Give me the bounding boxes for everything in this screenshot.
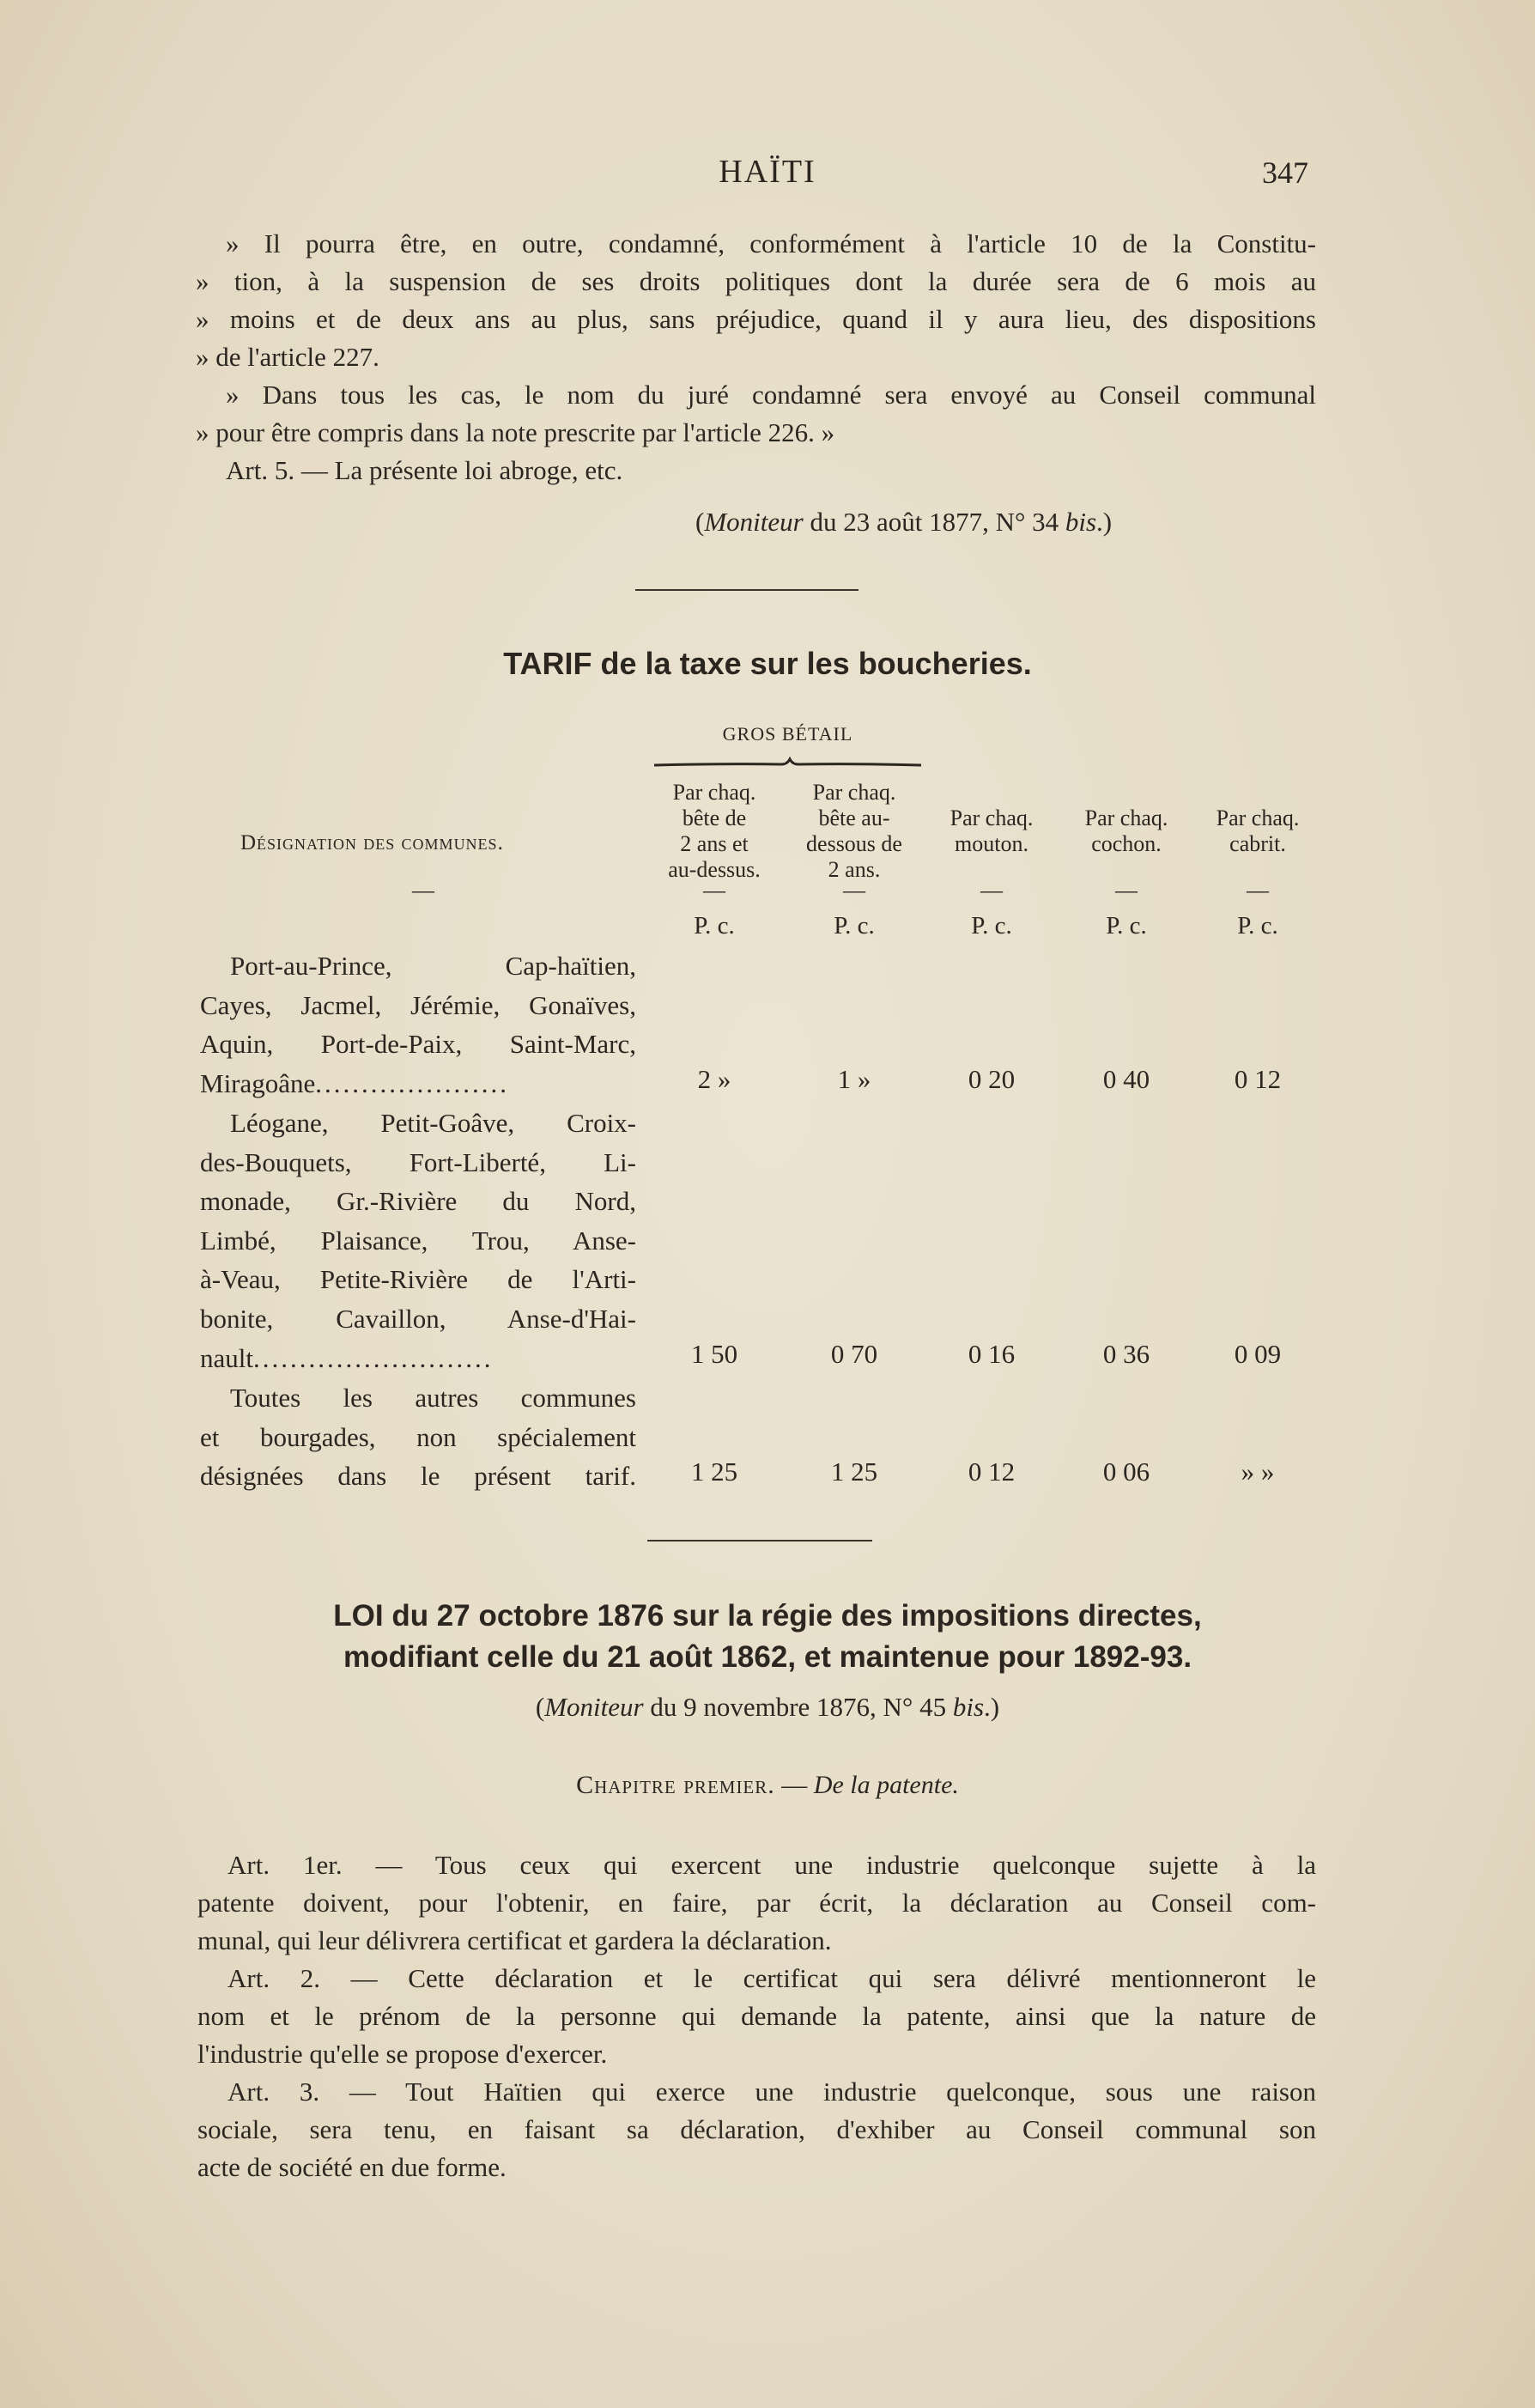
row1-value-1: 2 »: [697, 1064, 731, 1094]
source-suffix: .): [1096, 507, 1113, 537]
col5-line1: Par chaq.: [1216, 806, 1300, 830]
article-line-4: Art. 2. — Cette déclaration et le certificat qui sera délivré mentionneront le: [228, 1963, 1316, 1993]
row1-value-2: 1 »: [837, 1064, 871, 1094]
article-line-1: Art. 1er. — Tous ceux qui exercent une industrie quelconque sujette à la: [228, 1850, 1316, 1880]
col4-dash: —: [1115, 878, 1138, 903]
article-line-9: acte de société en due forme.: [197, 2152, 507, 2182]
column-header-mouton: [927, 806, 1056, 857]
article-line-3: munal, qui leur délivrera certificat et gardera la déclaration.: [197, 1925, 832, 1955]
loi-source-bis: bis: [952, 1692, 985, 1722]
chapter-label: Chapitre premier.: [576, 1771, 775, 1799]
col2-line2: bête au-: [818, 806, 890, 830]
intro-line-2: » tion, à la suspension de ses droits politiques dont la durée sera de 6 mois au: [196, 266, 1316, 296]
row2-value-3: 0 16: [968, 1339, 1016, 1369]
intro-source: [695, 503, 1112, 541]
loi-source: [0, 1688, 1535, 1726]
row3-value-3: 0 12: [968, 1456, 1016, 1487]
column-header-bete-moins-2ans: [786, 780, 923, 883]
col1-dash: —: [703, 878, 725, 903]
article-line-8: sociale, sera tenu, en faisant sa déclaration, d'exhiber au Conseil communal son: [197, 2114, 1316, 2144]
intro-line-1: » Il pourra être, en outre, condamné, conformément à l'article 10 de la Constitu-: [226, 228, 1316, 258]
row1-line2: Cayes, Jacmel, Jérémie, Gonaïves,: [200, 989, 636, 1020]
article-line-5: nom et le prénom de la personne qui demande la patente, ainsi que la nature de: [197, 2001, 1316, 2031]
row3-value-4: 0 06: [1102, 1456, 1150, 1487]
row3-line1: Toutes les autres communes: [230, 1383, 636, 1413]
row1-line3: Aquin, Port-de-Paix, Saint-Marc,: [200, 1029, 636, 1060]
row1-leader: .....................: [315, 1067, 510, 1098]
row2-value-5: 0 09: [1234, 1339, 1282, 1369]
col2-line4: 2 ans.: [828, 857, 881, 882]
col1-line3: 2 ans et: [680, 831, 749, 856]
tarif-title: TARIF de la taxe sur les boucheries.: [503, 646, 1032, 681]
intro-line-6: » pour être compris dans la note prescrite par l'article 226. »: [196, 417, 835, 447]
table-row-2-communes: [200, 1104, 636, 1377]
loi-source-rest: du 9 novembre 1876, N° 45: [643, 1692, 953, 1722]
loi-title-line-1: LOI du 27 octobre 1876 sur la régie des impositions directes,: [333, 1599, 1202, 1633]
row2-line5: à-Veau, Petite-Rivière de l'Arti-: [200, 1264, 636, 1295]
intro-line-4: » de l'article 227.: [196, 342, 379, 372]
communes-dash: —: [412, 878, 434, 903]
col3-unit: P. c.: [971, 912, 1012, 939]
page-number: 347: [1262, 155, 1308, 190]
col4-unit: P. c.: [1106, 912, 1147, 939]
row2-leader: ..........................: [253, 1342, 494, 1373]
row2-line4: Limbé, Plaisance, Trou, Anse-: [200, 1225, 636, 1256]
row2-line7: nault: [200, 1342, 253, 1373]
row3-value-1: 1 25: [690, 1456, 738, 1487]
communes-column-header: Désignation des communes.: [240, 831, 504, 854]
col3-line2: mouton.: [955, 831, 1028, 856]
row2-line1: Léogane, Petit-Goâve, Croix-: [230, 1108, 636, 1138]
col3-line1: Par chaq.: [950, 806, 1034, 830]
chapter-heading: [0, 1771, 1535, 1800]
col2-dash: —: [843, 878, 865, 903]
article-line-7: Art. 3. — Tout Haïtien qui exerce une industrie quelconque, sous une raison: [228, 2077, 1316, 2107]
column-header-cochon: [1062, 806, 1191, 857]
row3-value-2: 1 25: [830, 1456, 878, 1487]
row2-value-2: 0 70: [830, 1339, 878, 1369]
col5-dash: —: [1247, 878, 1269, 903]
row3-line2: et bourgades, non spécialement: [200, 1421, 636, 1452]
source-paren: (: [695, 507, 705, 537]
row1-value-3: 0 20: [968, 1064, 1016, 1094]
article-line-6: l'industrie qu'elle se propose d'exercer.: [197, 2039, 608, 2069]
col5-unit: P. c.: [1237, 912, 1278, 939]
source-journal: Moniteur: [704, 507, 804, 537]
row2-value-1: 1 50: [690, 1339, 738, 1369]
article-line-2: patente doivent, pour l'obtenir, en faire, par écrit, la déclaration au Conseil com-: [197, 1888, 1316, 1918]
column-group-brace: [652, 757, 923, 769]
table-row-3-communes: [200, 1378, 636, 1496]
col1-line1: Par chaq.: [672, 780, 756, 805]
col1-line2: bête de: [682, 806, 747, 830]
loi-title-line-2: modifiant celle du 21 août 1862, et maintenue pour 1892-93.: [343, 1640, 1192, 1674]
col5-line2: cabrit.: [1229, 831, 1286, 856]
source-bis: bis: [1065, 507, 1097, 537]
col2-line1: Par chaq.: [812, 780, 896, 805]
col4-line1: Par chaq.: [1084, 806, 1168, 830]
section-divider-2: [647, 1540, 872, 1541]
loi-source-suffix: .): [984, 1692, 1000, 1722]
loi-source-paren: (: [535, 1692, 545, 1722]
row3-line3: désignées dans le présent tarif.: [200, 1461, 636, 1492]
column-header-bete-2ans-plus: [646, 780, 783, 883]
col4-line2: cochon.: [1091, 831, 1162, 856]
section-divider: [635, 589, 859, 591]
column-header-cabrit: [1193, 806, 1322, 857]
col2-line3: dessous de: [806, 831, 902, 856]
col1-unit: P. c.: [694, 912, 735, 939]
table-row-1-communes: [200, 946, 636, 1103]
row1-line1: Port-au-Prince, Cap-haïtien,: [230, 951, 636, 981]
loi-source-journal: Moniteur: [544, 1692, 644, 1722]
col1-line4: au-dessus.: [668, 857, 761, 882]
row2-line2: des-Bouquets, Fort-Liberté, Li-: [200, 1146, 636, 1177]
row3-value-5: » »: [1241, 1456, 1275, 1487]
intro-line-3: » moins et de deux ans au plus, sans préjudice, quand il y aura lieu, des dispositions: [196, 304, 1316, 334]
row2-line6: bonite, Cavaillon, Anse-d'Hai-: [200, 1303, 636, 1334]
source-rest: du 23 août 1877, N° 34: [803, 507, 1065, 537]
row1-value-5: 0 12: [1234, 1064, 1282, 1094]
chapter-sep: —: [774, 1771, 814, 1799]
running-header: HAÏTI: [719, 154, 816, 190]
row2-value-4: 0 36: [1102, 1339, 1150, 1369]
chapter-title: De la patente.: [813, 1771, 959, 1799]
col2-unit: P. c.: [834, 912, 875, 939]
intro-line-5: » Dans tous les cas, le nom du juré condamné sera envoyé au Conseil communal: [226, 380, 1316, 410]
row2-line3: monade, Gr.-Rivière du Nord,: [200, 1186, 636, 1217]
intro-line-7: Art. 5. — La présente loi abroge, etc.: [226, 455, 623, 485]
col3-dash: —: [980, 878, 1003, 903]
row1-value-4: 0 40: [1102, 1064, 1150, 1094]
row1-line4: Miragoâne: [200, 1067, 316, 1098]
gros-betail-label: GROS BÉTAIL: [722, 723, 853, 745]
